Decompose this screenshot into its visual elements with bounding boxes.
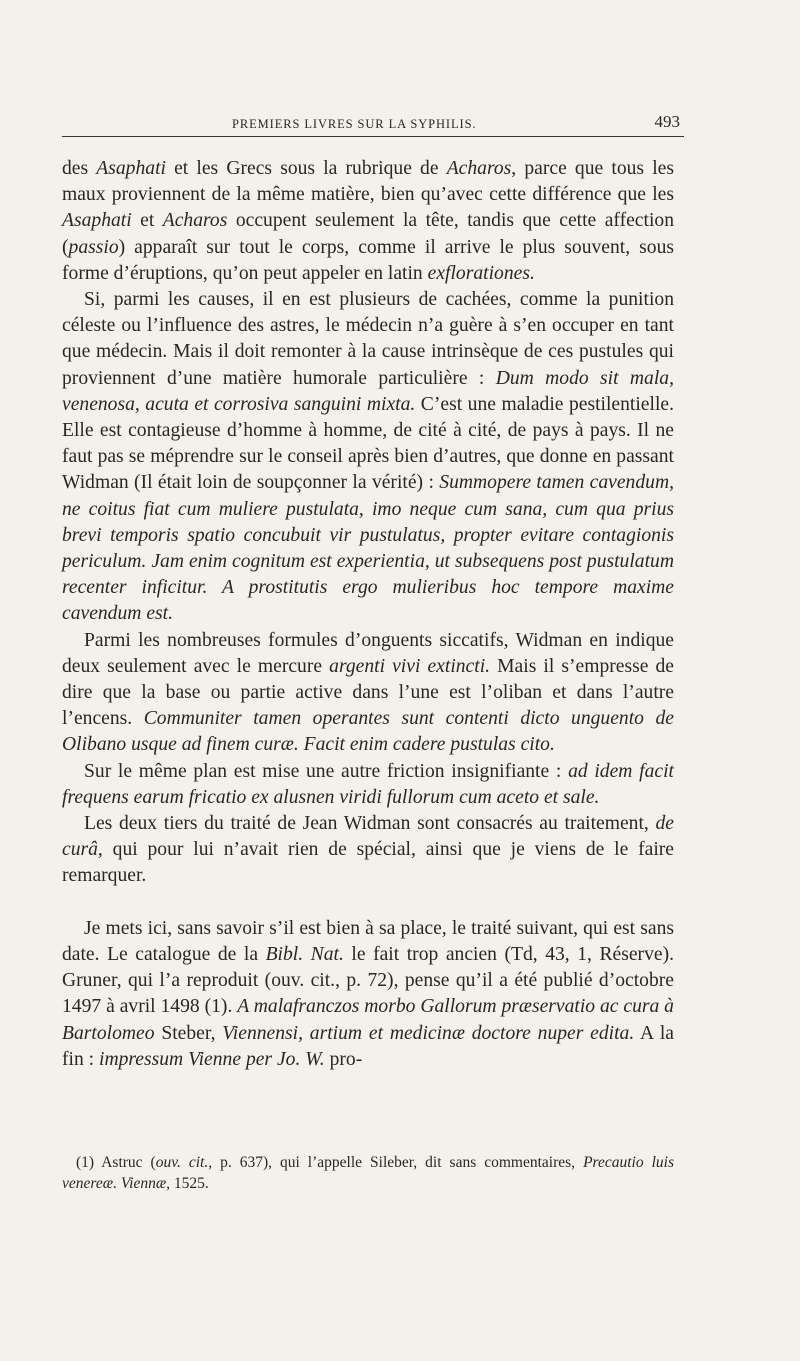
text-run: Si, parmi les causes, il en est plusieurs de cachées, comme la punition céleste ou l’influence des astres, le médecin n’a guère à s’en occuper en tant que médecin. Mais il doit remonter à la cause intrinsèque de ces pustules qui proviennent d’une matière humorale particulière : <box>62 289 674 389</box>
italic-text-run: Dum modo sit mala, venenosa, acuta et corrosiva sanguini mixta. <box>62 367 674 415</box>
text-run: le fait trop ancien (Td, 43, 1, Réserve). Gruner, qui l’a reproduit (ouv. cit., p. 72), pense qu’il a été publié d’octobre 1497 à avril 1498 (1). <box>62 943 674 1018</box>
italic-text-run: ad idem facit frequens earum fricatio ex alusnen viridi fullorum cum aceto et sale. <box>62 760 674 808</box>
italic-text-run: Asaphati <box>96 158 166 179</box>
paragraph <box>62 811 674 890</box>
text-run: des <box>62 158 97 179</box>
text-run: pro- <box>324 1048 363 1070</box>
running-head: PREMIERS LIVRES SUR LA SYPHILIS. <box>232 117 477 131</box>
paragraph <box>62 287 674 628</box>
paragraph <box>62 156 674 287</box>
italic-text-run: ouv. cit. <box>155 1154 209 1171</box>
text-run: , parce que tous les maux proviennent de la même matière, bien qu’avec cette différence que les <box>62 158 674 206</box>
page-number: 493 <box>654 112 680 131</box>
footnotes <box>62 1152 674 1194</box>
italic-text-run: Acharos <box>162 210 228 232</box>
italic-text-run: de curâ <box>62 813 674 861</box>
footnote <box>62 1152 674 1194</box>
italic-text-run: A malafranczos morbo Gallorum præservatio ac cura à Bartolomeo <box>62 996 674 1044</box>
text-run: occupent seulement la tête, tandis que cette affection ( <box>62 210 674 258</box>
text-run: et les Grecs sous la rubrique de <box>165 158 447 179</box>
italic-text-run: exflorationes. <box>427 262 535 284</box>
text-run: A la fin : <box>62 1022 674 1070</box>
italic-text-run: impressum Vienne per Jo. W. <box>99 1048 325 1070</box>
paragraph <box>62 628 674 759</box>
paragraph <box>62 916 674 1073</box>
text-run: (1) Astruc ( <box>76 1154 156 1171</box>
page-header <box>62 112 684 137</box>
body-text <box>62 156 674 1073</box>
text-run: 1525. <box>170 1175 209 1192</box>
paragraph <box>62 759 674 811</box>
text-run: , p. 637), qui l’appelle Sileber, dit sans commentaires, <box>208 1154 584 1171</box>
text-run: C’est une maladie pestilentielle. Elle est contagieuse d’homme à homme, de cité à cité, de pays à pays. Il ne faut pas se méprendre sur le conseil après bien d’autres, que donne en passant Widman (Il était loin de soupçonner la vérité) : <box>62 393 674 494</box>
text-run: et <box>131 210 163 232</box>
text-run: Mais il s’empresse de dire que la base ou partie active dans l’une est l’oliban et dans l’autre l’encens. <box>62 655 675 730</box>
text-run: , qui pour lui n’avait rien de spécial, ainsi que je viens de le faire remarquer. <box>62 839 674 887</box>
text-run: ) apparaît sur tout le corps, comme il arrive le plus souvent, sous forme d’éruptions, qu’on peut appeler en latin <box>62 236 674 284</box>
italic-text-run: argenti vivi extincti. <box>329 655 491 677</box>
italic-text-run: Precautio luis venereæ. Viennæ, <box>62 1154 675 1192</box>
text-run: Sur le même plan est mise une autre friction insignifiante : <box>84 760 569 782</box>
italic-text-run: Summopere tamen cavendum, ne coitus fiat cum muliere pustulata, imo neque cum sana, cum qua prius brevi temporis spatio concubuit vir pustulatus, propter evitare contagionis periculum. Jam enim cognitum est experientia, ut subsequens post pustulatum recenter inficitur. A prostitutis ergo mulieribus hoc tempore maxime cavendum est. <box>62 472 674 625</box>
italic-text-run: Viennensi, artium et medicinæ doctore nuper edita. <box>222 1022 635 1044</box>
italic-text-run: Communiter tamen operantes sunt contenti dicto unguento de Olibano usque ad finem curæ. Facit enim cadere pustulas cito. <box>62 708 674 756</box>
text-run: Les deux tiers du traité de Jean Widman sont consacrés au traitement, <box>84 813 656 835</box>
italic-text-run: Bibl. Nat. <box>265 943 344 965</box>
text-run: Parmi les nombreuses formules d’onguents siccatifs, Widman en indique deux seulement avec le mercure <box>62 629 674 677</box>
italic-text-run: Asaphati <box>62 210 132 232</box>
italic-text-run: passio <box>68 236 119 258</box>
text-run: Je mets ici, sans savoir s’il est bien à sa place, le traité suivant, qui est sans date. Le catalogue de la <box>62 917 674 965</box>
text-run: Steber, <box>154 1022 223 1044</box>
italic-text-run: Acharos <box>446 158 512 179</box>
